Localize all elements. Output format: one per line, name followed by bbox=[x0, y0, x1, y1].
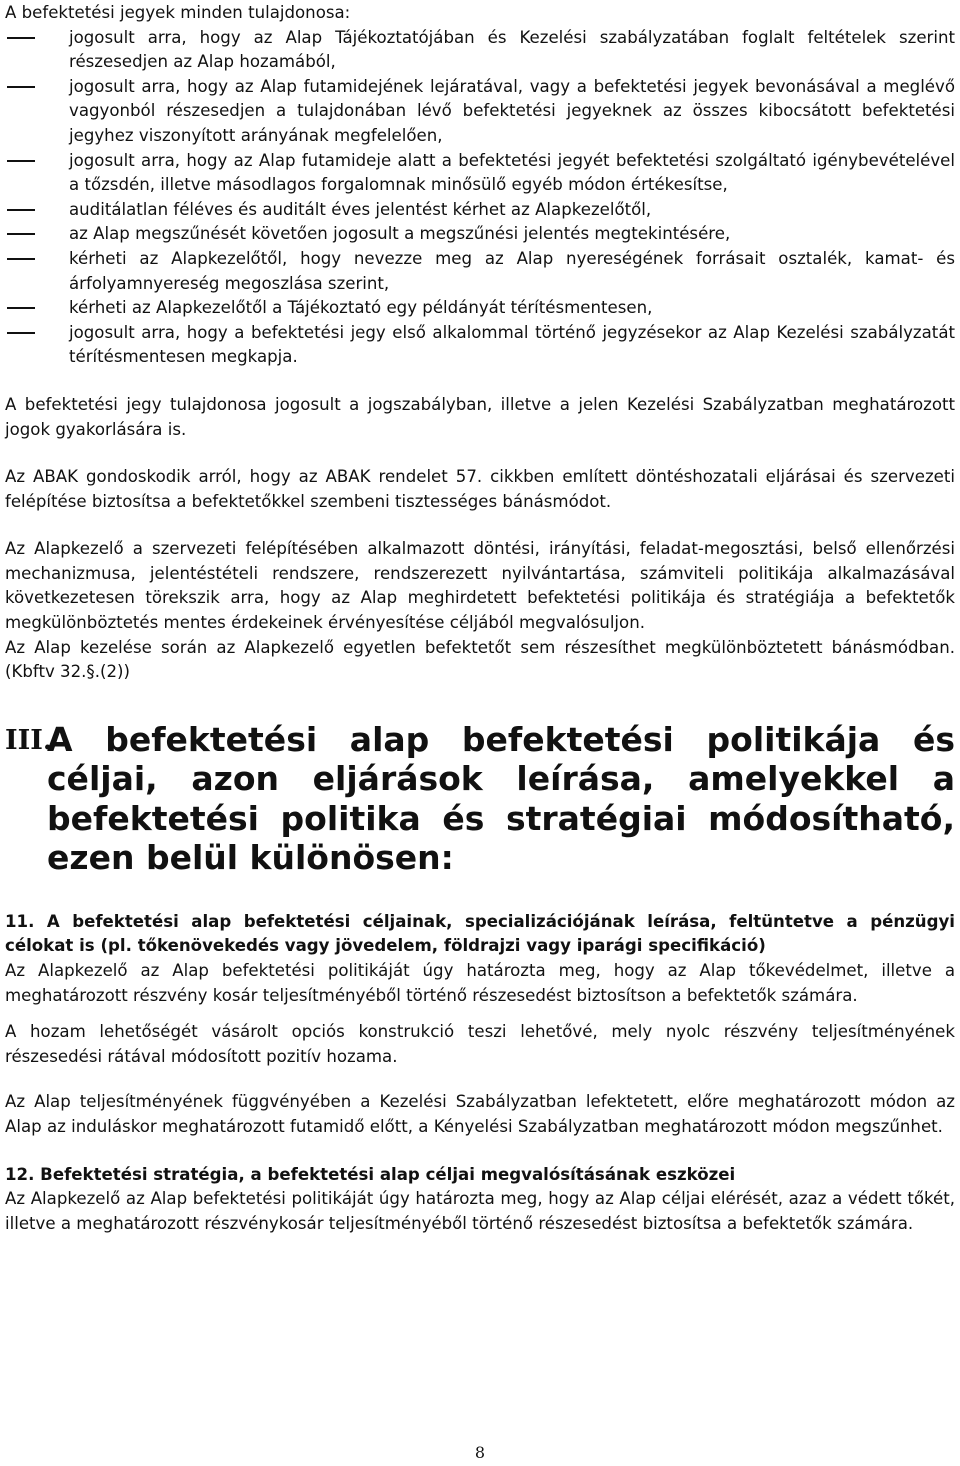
paragraph: Az Alap teljesítményének függvényében a Kezelési Szabályzatban lefektetett, előre meghatározott módon az Alap az induláskor meghatározott futamidő előtt, a Kényelési Szabályzatban meghatározott módon megszűnhet. bbox=[5, 1092, 955, 1136]
document-page bbox=[5, 0, 955, 1236]
section-heading-12: 12. Befektetési stratégia, a befektetési alap céljai megvalósításának eszközei bbox=[5, 1164, 736, 1184]
list-item: kérheti az Alapkezelőtől, hogy nevezze meg az Alap nyereségének forrásait osztalék, kamat- és árfolyamnyereség megoszlása szerint, bbox=[5, 247, 955, 296]
section-heading-11: 11. A befektetési alap befektetési céljainak, specializációjának leírása, feltüntetve a pénzügyi célokat is (pl. tőkenövekedés vagy jövedelem, földrajzi vagy iparági specifikáció) bbox=[5, 911, 955, 956]
rights-list bbox=[5, 26, 955, 370]
paragraph: A befektetési jegy tulajdonosa jogosult a jogszabályban, illetve a jelen Kezelési Szabályzatban meghatározott jogok gyakorlására is. bbox=[5, 394, 955, 439]
paragraph: Az Alapkezelő az Alap befektetési politikáját úgy határozta meg, hogy az Alap tőkevédelmet, illetve a meghatározott részvény kosár teljesítményéből történő részesedést biztosítson a befektetők számára. bbox=[5, 961, 955, 1005]
list-item: jogosult arra, hogy az Alap futamideje alatt a befektetési jegyét befektetési szolgáltató igénybevételével a tőzsdén, illetve másodlagos forgalomnak minősülő egyéb módon értékesítse, bbox=[5, 149, 955, 198]
paragraph: Az Alapkezelő a szervezeti felépítésében alkalmazott döntési, irányítási, feladat-megosztási, belső ellenőrzési mechanizmusa, jelentéstételi rendszere, rendszerezett nyilvántartása, számviteli politikája alkalmazásával következetesen törekszik arra, hogy az Alap meghirdetett befektetési politikája és stratégiája a befektetők megkülönböztetés mentes érdekeinek érvényesítése céljából megvalósuljon. bbox=[5, 539, 955, 633]
paragraph: A hozam lehetőségét vásárolt opciós konstrukció teszi lehetővé, mely nyolc részvény teljesítményének részesedési rátával módosított pozitív hozama. bbox=[5, 1022, 955, 1066]
list-item: jogosult arra, hogy az Alap futamidejének lejáratával, vagy a befektetési jegyek bevonásával a meglévő vagyonból részesedjen a tulajdonában lévő befektetési jegyeknek az összes kibocsátott befektetési jegyhez viszonyított arányának megfelelően, bbox=[5, 75, 955, 149]
chapter-heading bbox=[5, 720, 955, 878]
list-item: jogosult arra, hogy az Alap Tájékoztatójában és Kezelési szabályzatában foglalt feltételek szerint részesedjen az Alap hozamából, bbox=[5, 26, 955, 75]
list-item: kérheti az Alapkezelőtől a Tájékoztató egy példányát térítésmentesen, bbox=[5, 296, 955, 321]
chapter-title: A befektetési alap befektetési politikája és céljai, azon eljárások leírása, amelyekkel a befektetési politika és stratégiai módosítható, ezen belül különösen: bbox=[47, 719, 955, 878]
list-item: auditálatlan féléves és auditált éves jelentést kérhet az Alapkezelőtől, bbox=[5, 198, 955, 223]
paragraph: Az Alap kezelése során az Alapkezelő egyetlen befektetőt sem részesíthet megkülönböztetett bánásmódban. (Kbftv 32.§.(2)) bbox=[5, 637, 955, 682]
list-item: jogosult arra, hogy a befektetési jegy első alkalommal történő jegyzésekor az Alap Kezelési szabályzatát térítésmentesen megkapja. bbox=[5, 321, 955, 370]
paragraph: Az ABAK gondoskodik arról, hogy az ABAK rendelet 57. cikkben említett döntéshozatali eljárásai és szervezeti felépítése biztosítsa a befektetőkkel szembeni tisztességes bánásmódot. bbox=[5, 467, 955, 511]
page-number: 8 bbox=[474, 1443, 486, 1462]
chapter-number: III. bbox=[5, 724, 53, 756]
rights-intro: A befektetési jegyek minden tulajdonosa: bbox=[5, 3, 351, 22]
list-item: az Alap megszűnését követően jogosult a megszűnési jelentés megtekintésére, bbox=[5, 222, 955, 247]
paragraph: Az Alapkezelő az Alap befektetési politikáját úgy határozta meg, hogy az Alap céljai elérését, azaz a védett tőkét, illetve a meghatározott részvénykosár teljesítményéből történő részesedést biztosítsa a befektetők számára. bbox=[5, 1189, 955, 1233]
